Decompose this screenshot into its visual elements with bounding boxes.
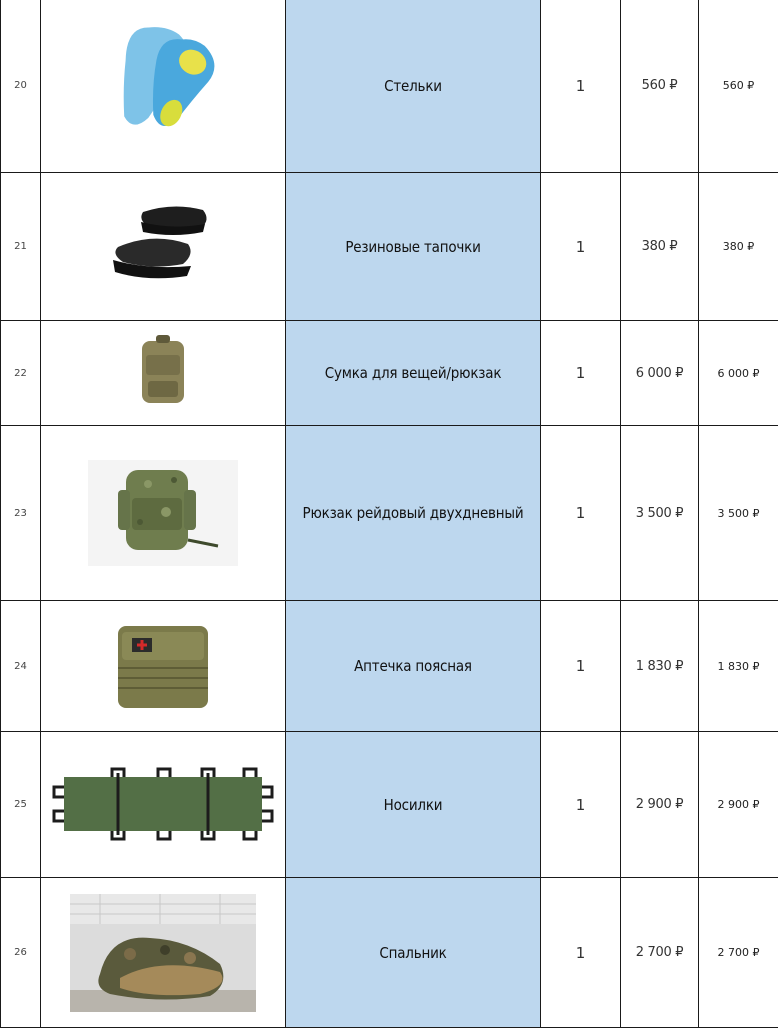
slippers-image <box>41 173 286 321</box>
row-number: 24 <box>1 601 41 732</box>
row-number: 23 <box>1 426 41 601</box>
item-quantity: 1 <box>541 601 621 732</box>
item-total: 3 500 ₽ <box>699 426 778 601</box>
item-total: 380 ₽ <box>699 173 778 321</box>
table-row <box>1 321 778 426</box>
table-row <box>1 173 778 321</box>
item-total: 2 700 ₽ <box>699 878 778 1028</box>
item-total: 560 ₽ <box>699 0 778 173</box>
table-row <box>1 601 778 732</box>
bag-backpack-image <box>41 321 286 426</box>
stretcher-image <box>41 732 286 878</box>
item-price: 2 700 ₽ <box>621 878 699 1028</box>
table-row <box>1 732 778 878</box>
item-quantity: 1 <box>541 0 621 173</box>
item-quantity: 1 <box>541 732 621 878</box>
item-name: Стельки <box>286 0 541 173</box>
item-price: 560 ₽ <box>621 0 699 173</box>
row-number: 22 <box>1 321 41 426</box>
table-row <box>1 0 778 173</box>
item-name: Спальник <box>286 878 541 1028</box>
item-total: 6 000 ₽ <box>699 321 778 426</box>
table-row <box>1 878 778 1028</box>
item-total: 1 830 ₽ <box>699 601 778 732</box>
item-quantity: 1 <box>541 426 621 601</box>
item-name: Рюкзак рейдовый двухдневный <box>286 426 541 601</box>
row-number: 20 <box>1 0 41 173</box>
first-aid-pouch-image <box>41 601 286 732</box>
row-number: 26 <box>1 878 41 1028</box>
item-quantity: 1 <box>541 321 621 426</box>
item-total: 2 900 ₽ <box>699 732 778 878</box>
item-quantity: 1 <box>541 173 621 321</box>
item-name: Резиновые тапочки <box>286 173 541 321</box>
item-name: Носилки <box>286 732 541 878</box>
row-number: 21 <box>1 173 41 321</box>
item-name: Сумка для вещей/рюкзак <box>286 321 541 426</box>
row-number: 25 <box>1 732 41 878</box>
item-quantity: 1 <box>541 878 621 1028</box>
item-price: 3 500 ₽ <box>621 426 699 601</box>
table-row <box>1 426 778 601</box>
item-price: 2 900 ₽ <box>621 732 699 878</box>
item-price: 380 ₽ <box>621 173 699 321</box>
item-price: 6 000 ₽ <box>621 321 699 426</box>
item-price: 1 830 ₽ <box>621 601 699 732</box>
insoles-image <box>41 0 286 173</box>
sleeping-bag-image <box>41 878 286 1028</box>
item-name: Аптечка поясная <box>286 601 541 732</box>
raid-backpack-image <box>41 426 286 601</box>
